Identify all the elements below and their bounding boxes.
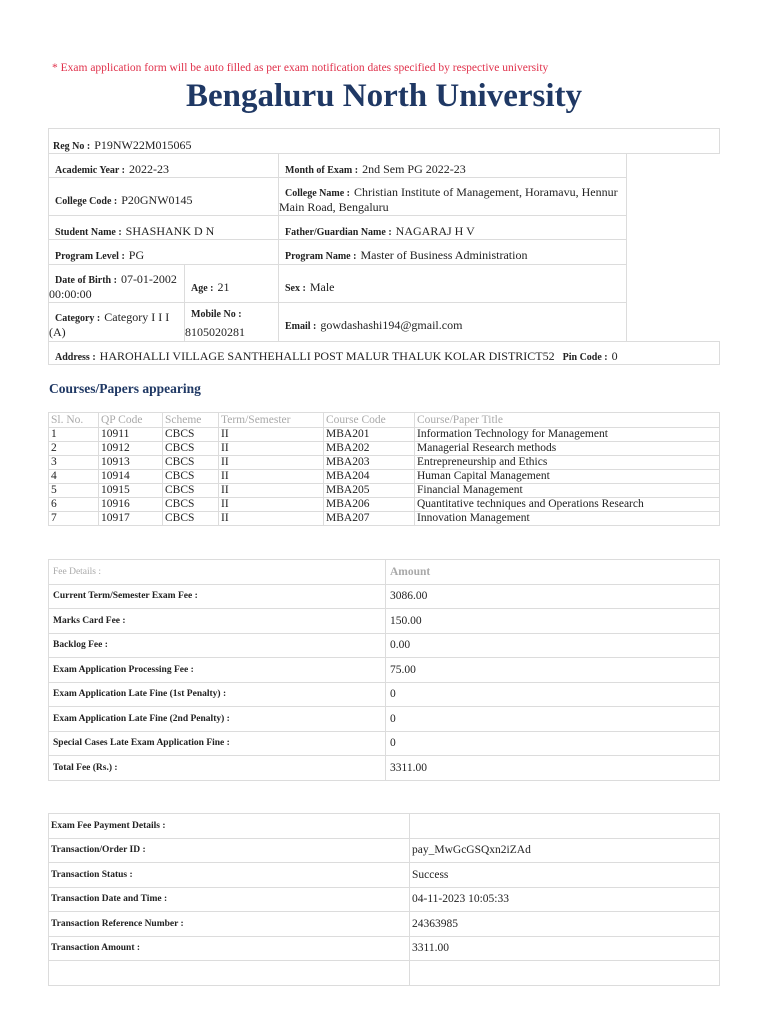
- payment-blank-cell: [49, 961, 410, 986]
- fee-row: [49, 633, 720, 658]
- payment-label: Transaction Date and Time :: [49, 887, 410, 912]
- mobile-cell: [184, 302, 279, 342]
- course-cell: CBCS: [163, 498, 219, 512]
- course-row: [49, 428, 720, 442]
- course-cell: CBCS: [163, 456, 219, 470]
- fee-label: Total Fee (Rs.) :: [49, 756, 386, 781]
- fee-row: [49, 584, 720, 609]
- dob-value-line1: 07-01-2002: [120, 272, 177, 286]
- student-name-cell: [48, 215, 279, 240]
- course-cell: MBA206: [324, 498, 415, 512]
- course-cell: 10911: [99, 428, 163, 442]
- course-cell: II: [219, 428, 324, 442]
- course-row: [49, 456, 720, 470]
- fee-amount: 3086.00: [386, 584, 720, 609]
- student-name-label: Student Name :: [55, 227, 122, 238]
- sex-cell: [278, 264, 627, 303]
- course-row: [49, 512, 720, 526]
- course-cell: MBA202: [324, 442, 415, 456]
- fee-row: [49, 707, 720, 732]
- fee-amount: 0: [386, 731, 720, 756]
- fee-label: Marks Card Fee :: [49, 609, 386, 634]
- course-cell: Financial Management: [415, 484, 720, 498]
- course-cell: 1: [49, 428, 99, 442]
- college-name-label: College Name :: [285, 188, 350, 199]
- course-cell: 10917: [99, 512, 163, 526]
- fee-details-table: [48, 559, 720, 781]
- payment-blank-cell: [410, 961, 720, 986]
- month-of-exam-value: 2nd Sem PG 2022-23: [362, 162, 466, 176]
- fee-header-row: [49, 560, 720, 585]
- fee-amount: 75.00: [386, 658, 720, 683]
- age-cell: [184, 264, 279, 303]
- payment-row: [49, 936, 720, 961]
- course-cell: CBCS: [163, 470, 219, 484]
- col-header: Term/Semester: [219, 413, 324, 428]
- payment-row: [49, 887, 720, 912]
- course-row: [49, 484, 720, 498]
- course-cell: 3: [49, 456, 99, 470]
- payment-trailing-row: [49, 961, 720, 986]
- college-name-cell: [278, 177, 627, 216]
- program-name-value: Master of Business Administration: [360, 248, 528, 262]
- course-row: [49, 442, 720, 456]
- course-cell: 10915: [99, 484, 163, 498]
- fee-amount: 3311.00: [386, 756, 720, 781]
- reg-no-value: P19NW22M015065: [94, 138, 192, 152]
- course-cell: Entrepreneurship and Ethics: [415, 456, 720, 470]
- fee-details-header: Fee Details :: [49, 560, 386, 585]
- month-of-exam-cell: [278, 153, 627, 178]
- fee-label: Exam Application Late Fine (2nd Penalty) :: [49, 707, 386, 732]
- fee-amount: 0.00: [386, 633, 720, 658]
- course-cell: Human Capital Management: [415, 470, 720, 484]
- course-cell: II: [219, 484, 324, 498]
- address-label: Address :: [55, 352, 96, 363]
- course-cell: Managerial Research methods: [415, 442, 720, 456]
- autofill-notice: * Exam application form will be auto filled as per exam notification dates specified by respective university: [52, 62, 549, 74]
- course-cell: CBCS: [163, 428, 219, 442]
- course-cell: Quantitative techniques and Operations Research: [415, 498, 720, 512]
- age-label: Age :: [191, 283, 214, 294]
- course-cell: MBA207: [324, 512, 415, 526]
- payment-value: 04-11-2023 10:05:33: [410, 887, 720, 912]
- fee-amount: 0: [386, 682, 720, 707]
- fee-label: Backlog Fee :: [49, 633, 386, 658]
- fee-row: [49, 756, 720, 781]
- payment-value: Success: [410, 863, 720, 888]
- fee-label: Current Term/Semester Exam Fee :: [49, 584, 386, 609]
- fee-label: Special Cases Late Exam Application Fine :: [49, 731, 386, 756]
- student-name-value: SHASHANK D N: [125, 224, 215, 238]
- courses-header-row: [49, 413, 720, 428]
- amount-header: Amount: [386, 560, 720, 585]
- course-cell: II: [219, 456, 324, 470]
- dob-cell: [48, 264, 185, 303]
- payment-value: 24363985: [410, 912, 720, 937]
- payment-row: [49, 838, 720, 863]
- college-code-value: P20GNW0145: [121, 193, 193, 207]
- college-name-value-line1: Christian Institute of Management, Horamavu, Hennur: [353, 185, 618, 199]
- fee-label: Exam Application Late Fine (1st Penalty) :: [49, 682, 386, 707]
- course-cell: II: [219, 512, 324, 526]
- courses-table: [48, 412, 720, 526]
- payment-header-row: [49, 814, 720, 839]
- dob-label: Date of Birth :: [55, 275, 117, 286]
- course-cell: 4: [49, 470, 99, 484]
- payment-label: Transaction Status :: [49, 863, 410, 888]
- course-cell: CBCS: [163, 512, 219, 526]
- sex-label: Sex :: [285, 283, 306, 294]
- email-value: gowdashashi194@gmail.com: [320, 318, 463, 332]
- mobile-label: Mobile No :: [191, 309, 242, 320]
- email-label: Email :: [285, 321, 317, 332]
- father-name-label: Father/Guardian Name :: [285, 227, 392, 238]
- category-value-line1: Category I I I: [104, 310, 170, 324]
- payment-label: Transaction/Order ID :: [49, 838, 410, 863]
- mobile-value: 8105020281: [185, 325, 245, 339]
- courses-heading: Courses/Papers appearing: [49, 381, 201, 396]
- course-cell: Innovation Management: [415, 512, 720, 526]
- age-value: 21: [217, 280, 230, 294]
- university-title: Bengaluru North University: [186, 78, 582, 114]
- course-cell: MBA203: [324, 456, 415, 470]
- course-cell: 7: [49, 512, 99, 526]
- father-name-value: NAGARAJ H V: [395, 224, 475, 238]
- col-header: Scheme: [163, 413, 219, 428]
- course-cell: CBCS: [163, 442, 219, 456]
- course-cell: MBA204: [324, 470, 415, 484]
- course-cell: CBCS: [163, 484, 219, 498]
- program-level-value: PG: [128, 248, 145, 262]
- program-name-label: Program Name :: [285, 251, 357, 262]
- col-header: Course Code: [324, 413, 415, 428]
- payment-value: pay_MwGcGSQxn2iZAd: [410, 838, 720, 863]
- father-name-cell: [278, 215, 627, 240]
- college-code-label: College Code :: [55, 196, 118, 207]
- sex-value: Male: [309, 280, 335, 294]
- academic-year-value: 2022-23: [128, 162, 169, 176]
- academic-year-label: Academic Year :: [55, 165, 125, 176]
- payment-details-table: [48, 813, 720, 986]
- month-of-exam-label: Month of Exam :: [285, 165, 359, 176]
- course-row: [49, 498, 720, 512]
- program-level-cell: [48, 239, 279, 265]
- category-cell: [48, 302, 185, 342]
- dob-value-line2: 00:00:00: [49, 287, 92, 301]
- course-cell: 10916: [99, 498, 163, 512]
- payment-row: [49, 863, 720, 888]
- program-name-cell: [278, 239, 627, 265]
- college-name-value-line2: Main Road, Bengaluru: [279, 200, 389, 214]
- course-cell: 10912: [99, 442, 163, 456]
- payment-label: Transaction Amount :: [49, 936, 410, 961]
- fee-label: Exam Application Processing Fee :: [49, 658, 386, 683]
- course-cell: 10914: [99, 470, 163, 484]
- fee-amount: 150.00: [386, 609, 720, 634]
- address-value: HAROHALLI VILLAGE SANTHEHALLI POST MALUR THALUK KOLAR DISTRICT52: [99, 349, 555, 363]
- course-cell: MBA205: [324, 484, 415, 498]
- reg-no-label: Reg No :: [53, 141, 91, 152]
- course-cell: II: [219, 442, 324, 456]
- academic-year-cell: [48, 153, 279, 178]
- category-label: Category :: [55, 313, 101, 324]
- course-row: [49, 470, 720, 484]
- college-code-cell: [48, 177, 279, 216]
- course-cell: MBA201: [324, 428, 415, 442]
- payment-row: [49, 912, 720, 937]
- fee-row: [49, 609, 720, 634]
- col-header: Course/Paper Title: [415, 413, 720, 428]
- payment-value: 3311.00: [410, 936, 720, 961]
- fee-row: [49, 682, 720, 707]
- category-value-line2: (A): [49, 325, 66, 339]
- course-cell: 10913: [99, 456, 163, 470]
- course-cell: 6: [49, 498, 99, 512]
- payment-header-blank: [410, 814, 720, 839]
- email-cell: [278, 302, 627, 342]
- pin-code-value: 0: [611, 349, 618, 363]
- course-cell: 2: [49, 442, 99, 456]
- address-row: [48, 341, 720, 365]
- course-cell: Information Technology for Management: [415, 428, 720, 442]
- fee-amount: 0: [386, 707, 720, 732]
- course-cell: II: [219, 470, 324, 484]
- fee-row: [49, 731, 720, 756]
- program-level-label: Program Level :: [55, 251, 125, 262]
- payment-label: Transaction Reference Number :: [49, 912, 410, 937]
- col-header: Sl. No.: [49, 413, 99, 428]
- course-cell: 5: [49, 484, 99, 498]
- payment-details-header: Exam Fee Payment Details :: [49, 814, 410, 839]
- reg-no-row: [48, 128, 720, 154]
- course-cell: II: [219, 498, 324, 512]
- pin-code-label: Pin Code :: [562, 352, 608, 363]
- fee-row: [49, 658, 720, 683]
- col-header: QP Code: [99, 413, 163, 428]
